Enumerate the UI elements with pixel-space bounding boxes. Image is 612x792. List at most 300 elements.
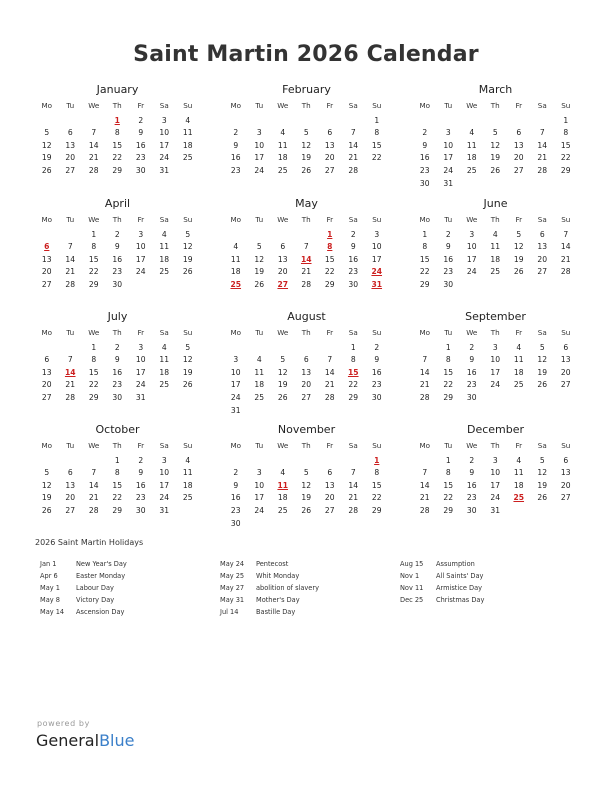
month-august <box>224 310 389 417</box>
day-cell: 19 <box>277 380 288 390</box>
day-cell: 4 <box>185 455 191 465</box>
day-cell: 6 <box>327 128 333 138</box>
day-cell: 21 <box>88 153 99 163</box>
day-cell: 4 <box>161 342 167 352</box>
day-cell: 8 <box>445 355 451 365</box>
day-cell: 28 <box>348 505 359 515</box>
day-cell: 23 <box>135 153 146 163</box>
brand-name-part1: General <box>36 731 100 750</box>
weekday-header: Th <box>112 441 122 450</box>
empty-cell <box>35 455 59 468</box>
month-days-grid <box>224 327 389 417</box>
day-cell: 12 <box>513 242 524 252</box>
day-cell: 17 <box>490 480 501 490</box>
empty-cell <box>59 229 83 242</box>
day-cell: 22 <box>88 267 99 277</box>
empty-cell <box>35 229 59 242</box>
weekday-header: Su <box>561 441 571 450</box>
day-cell: 18 <box>466 153 477 163</box>
day-cell: 23 <box>348 267 359 277</box>
holiday-date-label: Nov 1 <box>400 572 420 580</box>
day-cell: 18 <box>254 380 265 390</box>
holiday-name: All Saints' Day <box>436 572 484 580</box>
weekday-header: Sa <box>537 101 547 110</box>
day-cell: 6 <box>303 355 309 365</box>
empty-cell <box>460 115 484 128</box>
day-cell: 17 <box>443 153 454 163</box>
day-cell: 12 <box>490 140 501 150</box>
empty-cell <box>248 455 272 468</box>
day-cell: 3 <box>161 455 167 465</box>
day-cell: 14 <box>65 254 76 264</box>
holiday-date-label: May 1 <box>40 584 60 592</box>
day-cell: 22 <box>324 267 335 277</box>
day-cell: 1 <box>114 455 120 465</box>
day-cell: 30 <box>230 518 241 528</box>
weekday-header: Th <box>301 328 311 337</box>
weekday-header: Tu <box>66 328 75 337</box>
day-cell: 13 <box>41 367 52 377</box>
month-september <box>413 310 578 405</box>
empty-cell <box>271 342 295 355</box>
day-cell: 25 <box>277 165 288 175</box>
weekday-header: Sa <box>348 215 358 224</box>
weekday-header: Sa <box>537 215 547 224</box>
day-cell: 20 <box>324 153 335 163</box>
day-cell: 23 <box>230 165 241 175</box>
day-cell: 24 <box>159 493 170 503</box>
weekday-header: Su <box>561 215 571 224</box>
day-cell: 17 <box>466 254 477 264</box>
day-cell: 22 <box>443 380 454 390</box>
day-cell: 6 <box>67 128 73 138</box>
weekday-header: Su <box>372 215 382 224</box>
day-cell: 26 <box>254 279 265 289</box>
day-cell: 10 <box>466 242 477 252</box>
day-cell: 17 <box>371 254 382 264</box>
weekday-header: Su <box>183 328 193 337</box>
day-cell: 3 <box>256 468 262 478</box>
day-cell: 26 <box>301 505 312 515</box>
day-cell: 4 <box>469 128 475 138</box>
weekday-header: Tu <box>255 328 264 337</box>
day-cell: 13 <box>537 242 548 252</box>
day-cell: 4 <box>516 455 522 465</box>
day-cell: 21 <box>65 380 76 390</box>
day-cell: 3 <box>138 342 144 352</box>
holiday-name: Christmas Day <box>436 596 485 604</box>
month-name: August <box>287 310 326 323</box>
day-cell: 11 <box>182 128 193 138</box>
day-cell: 18 <box>182 480 193 490</box>
day-cell: 23 <box>230 505 241 515</box>
holiday-date: 25 <box>230 279 242 289</box>
holiday-date-label: Aug 15 <box>400 560 424 568</box>
holiday-name: Bastille Day <box>256 608 296 616</box>
day-cell: 17 <box>135 367 146 377</box>
day-cell: 20 <box>41 267 52 277</box>
month-name: November <box>277 423 336 436</box>
holiday-row <box>40 594 210 606</box>
holiday-date-label: May 25 <box>220 572 245 580</box>
empty-cell <box>318 455 342 468</box>
month-january <box>35 83 200 178</box>
day-cell: 13 <box>560 468 571 478</box>
day-cell: 27 <box>65 165 76 175</box>
day-cell: 19 <box>182 254 193 264</box>
holiday-row <box>220 570 390 582</box>
day-cell: 28 <box>65 279 76 289</box>
day-cell: 30 <box>112 279 123 289</box>
holiday-row <box>40 570 210 582</box>
month-days-grid <box>413 100 578 190</box>
day-cell: 16 <box>230 153 241 163</box>
day-cell: 2 <box>469 342 475 352</box>
month-days-grid <box>35 100 200 178</box>
day-cell: 13 <box>277 254 288 264</box>
day-cell: 20 <box>301 380 312 390</box>
day-cell: 25 <box>159 267 170 277</box>
month-name: April <box>104 197 131 210</box>
day-cell: 23 <box>112 267 123 277</box>
holiday-date-label: Dec 25 <box>400 596 424 604</box>
day-cell: 28 <box>419 505 430 515</box>
empty-cell <box>342 115 366 128</box>
day-cell: 16 <box>371 367 382 377</box>
day-cell: 26 <box>277 392 288 402</box>
holiday-name: Labour Day <box>76 584 114 592</box>
day-cell: 28 <box>88 505 99 515</box>
brand-name-part2: Blue <box>99 731 135 750</box>
month-name: October <box>95 423 140 436</box>
holiday-name: Easter Monday <box>76 572 126 580</box>
day-cell: 20 <box>65 153 76 163</box>
weekday-header: Sa <box>348 101 358 110</box>
day-cell: 5 <box>303 468 309 478</box>
holiday-date-label: Jul 14 <box>220 608 239 616</box>
day-cell: 30 <box>466 505 477 515</box>
day-cell: 10 <box>135 355 146 365</box>
day-cell: 20 <box>560 367 571 377</box>
day-cell: 27 <box>560 380 571 390</box>
day-cell: 18 <box>159 254 170 264</box>
holiday-name: Assumption <box>436 560 475 568</box>
day-cell: 7 <box>350 468 356 478</box>
holiday-date-label: May 24 <box>220 560 245 568</box>
weekday-header: Th <box>112 215 122 224</box>
day-cell: 13 <box>513 140 524 150</box>
day-cell: 19 <box>182 367 193 377</box>
weekday-header: Tu <box>66 101 75 110</box>
month-days-grid <box>35 214 200 292</box>
day-cell: 19 <box>537 367 548 377</box>
day-cell: 20 <box>513 153 524 163</box>
day-cell: 12 <box>537 468 548 478</box>
holiday-row <box>400 594 570 606</box>
month-may <box>224 197 389 292</box>
day-cell: 11 <box>513 355 524 365</box>
day-cell: 19 <box>301 153 312 163</box>
day-cell: 14 <box>348 480 359 490</box>
day-cell: 31 <box>159 505 170 515</box>
day-cell: 4 <box>256 355 262 365</box>
day-cell: 23 <box>112 380 123 390</box>
day-cell: 4 <box>185 115 191 125</box>
holiday-name: Armistice Day <box>436 584 483 592</box>
holiday-date-label: May 31 <box>220 596 245 604</box>
holiday-date: 31 <box>371 279 383 289</box>
weekday-header: We <box>88 328 100 337</box>
day-cell: 1 <box>563 115 569 125</box>
day-cell: 30 <box>371 392 382 402</box>
holiday-date: 25 <box>513 493 525 503</box>
day-cell: 24 <box>466 267 477 277</box>
day-cell: 15 <box>371 140 382 150</box>
day-cell: 29 <box>443 392 454 402</box>
weekday-header: Mo <box>419 101 431 110</box>
day-cell: 5 <box>256 242 262 252</box>
day-cell: 10 <box>490 355 501 365</box>
month-october <box>35 423 200 518</box>
day-cell: 15 <box>443 480 454 490</box>
day-cell: 3 <box>256 128 262 138</box>
day-cell: 5 <box>303 128 309 138</box>
day-cell: 10 <box>230 367 241 377</box>
day-cell: 12 <box>182 355 193 365</box>
day-cell: 5 <box>44 128 50 138</box>
day-cell: 28 <box>301 279 312 289</box>
day-cell: 12 <box>277 367 288 377</box>
empty-cell <box>82 455 106 468</box>
day-cell: 12 <box>41 480 52 490</box>
month-name: July <box>107 310 128 323</box>
day-cell: 27 <box>41 392 52 402</box>
holiday-date-label: May 27 <box>220 584 245 592</box>
day-cell: 6 <box>67 468 73 478</box>
day-cell: 4 <box>516 342 522 352</box>
day-cell: 29 <box>419 279 430 289</box>
weekday-header: Tu <box>255 101 264 110</box>
month-april <box>35 197 200 292</box>
day-cell: 22 <box>443 493 454 503</box>
day-cell: 4 <box>233 242 239 252</box>
day-cell: 5 <box>44 468 50 478</box>
day-cell: 26 <box>513 267 524 277</box>
weekday-header: We <box>277 328 289 337</box>
day-cell: 1 <box>350 342 356 352</box>
day-cell: 30 <box>443 279 454 289</box>
day-cell: 20 <box>324 493 335 503</box>
day-cell: 3 <box>445 128 451 138</box>
day-cell: 20 <box>65 493 76 503</box>
month-name: March <box>478 83 513 96</box>
weekday-header: Th <box>490 441 500 450</box>
day-cell: 17 <box>490 367 501 377</box>
weekday-header: Mo <box>41 215 53 224</box>
day-cell: 8 <box>114 128 120 138</box>
day-cell: 2 <box>114 342 120 352</box>
month-name: May <box>295 197 318 210</box>
day-cell: 5 <box>280 355 286 365</box>
holiday-date: 1 <box>327 229 333 239</box>
weekday-header: Sa <box>159 101 169 110</box>
day-cell: 14 <box>348 140 359 150</box>
day-cell: 13 <box>324 480 335 490</box>
month-days-grid <box>413 440 578 518</box>
month-days-grid <box>224 214 389 292</box>
empty-cell <box>318 115 342 128</box>
weekday-header: Th <box>112 328 122 337</box>
day-cell: 8 <box>114 468 120 478</box>
weekday-header: Mo <box>41 101 53 110</box>
day-cell: 8 <box>374 128 380 138</box>
day-cell: 14 <box>537 140 548 150</box>
day-cell: 16 <box>135 480 146 490</box>
day-cell: 16 <box>112 254 123 264</box>
month-name: January <box>96 83 139 96</box>
day-cell: 8 <box>445 468 451 478</box>
day-cell: 24 <box>490 493 501 503</box>
month-june <box>413 197 578 292</box>
weekday-header: Tu <box>444 101 453 110</box>
weekday-header: Mo <box>419 328 431 337</box>
holiday-name: Whit Monday <box>256 572 300 580</box>
day-cell: 21 <box>560 254 571 264</box>
day-cell: 17 <box>135 254 146 264</box>
holiday-date: 11 <box>277 480 289 490</box>
day-cell: 24 <box>135 380 146 390</box>
day-cell: 6 <box>563 455 569 465</box>
weekday-header: Fr <box>515 101 523 110</box>
day-cell: 24 <box>135 267 146 277</box>
day-cell: 29 <box>324 279 335 289</box>
day-cell: 30 <box>112 392 123 402</box>
empty-cell <box>35 115 59 128</box>
day-cell: 25 <box>490 267 501 277</box>
holiday-name: Mother's Day <box>256 596 300 604</box>
month-days-grid <box>35 327 200 405</box>
day-cell: 2 <box>233 128 239 138</box>
day-cell: 29 <box>112 165 123 175</box>
day-cell: 9 <box>233 140 239 150</box>
day-cell: 7 <box>563 229 569 239</box>
day-cell: 5 <box>539 455 545 465</box>
day-cell: 12 <box>301 480 312 490</box>
day-cell: 7 <box>327 355 333 365</box>
day-cell: 14 <box>419 480 430 490</box>
weekday-header: Tu <box>444 441 453 450</box>
day-cell: 13 <box>65 480 76 490</box>
holiday-date-label: May 14 <box>40 608 65 616</box>
day-cell: 10 <box>254 140 265 150</box>
day-cell: 20 <box>277 267 288 277</box>
day-cell: 29 <box>112 505 123 515</box>
day-cell: 7 <box>91 468 97 478</box>
weekday-header: Sa <box>348 441 358 450</box>
day-cell: 23 <box>419 165 430 175</box>
empty-cell <box>59 115 83 128</box>
day-cell: 5 <box>185 342 191 352</box>
month-days-grid <box>224 100 389 178</box>
month-name: September <box>465 310 526 323</box>
day-cell: 21 <box>419 493 430 503</box>
weekday-header: Sa <box>159 215 169 224</box>
day-cell: 8 <box>563 128 569 138</box>
holiday-date-label: Jan 1 <box>40 560 57 568</box>
day-cell: 20 <box>537 254 548 264</box>
day-cell: 26 <box>301 165 312 175</box>
day-cell: 26 <box>537 493 548 503</box>
empty-cell <box>413 115 437 128</box>
empty-cell <box>248 342 272 355</box>
holiday-date: 14 <box>300 254 312 264</box>
holiday-date: 27 <box>277 279 289 289</box>
day-cell: 7 <box>539 128 545 138</box>
day-cell: 15 <box>88 367 99 377</box>
weekday-header: Fr <box>326 328 334 337</box>
day-cell: 22 <box>371 153 382 163</box>
day-cell: 31 <box>443 178 454 188</box>
weekday-header: Th <box>490 101 500 110</box>
empty-cell <box>413 342 437 355</box>
day-cell: 10 <box>254 480 265 490</box>
day-cell: 19 <box>513 254 524 264</box>
day-cell: 3 <box>161 115 167 125</box>
empty-cell <box>484 115 508 128</box>
weekday-header: Su <box>183 441 193 450</box>
holidays-title: 2026 Saint Martin Holidays <box>35 538 144 547</box>
weekday-header: Fr <box>515 441 523 450</box>
brand-logo[interactable] <box>36 731 134 750</box>
day-cell: 27 <box>560 493 571 503</box>
empty-cell <box>271 115 295 128</box>
day-cell: 21 <box>88 493 99 503</box>
day-cell: 16 <box>348 254 359 264</box>
day-cell: 25 <box>182 153 193 163</box>
day-cell: 12 <box>301 140 312 150</box>
day-cell: 21 <box>348 493 359 503</box>
page-title: Saint Martin 2026 Calendar <box>133 42 479 67</box>
powered-by-text: powered by <box>37 719 90 728</box>
day-cell: 19 <box>490 153 501 163</box>
day-cell: 13 <box>324 140 335 150</box>
weekday-header: Fr <box>515 215 523 224</box>
empty-cell <box>295 229 319 242</box>
weekday-header: Th <box>490 328 500 337</box>
weekday-header: We <box>88 441 100 450</box>
empty-cell <box>342 455 366 468</box>
day-cell: 9 <box>374 355 380 365</box>
day-cell: 29 <box>348 392 359 402</box>
day-cell: 16 <box>230 493 241 503</box>
day-cell: 29 <box>88 392 99 402</box>
holiday-date-label: Apr 6 <box>40 572 58 580</box>
day-cell: 22 <box>371 493 382 503</box>
weekday-header: Sa <box>537 441 547 450</box>
day-cell: 4 <box>280 128 286 138</box>
day-cell: 5 <box>185 229 191 239</box>
empty-cell <box>224 115 248 128</box>
day-cell: 25 <box>159 380 170 390</box>
day-cell: 9 <box>469 468 475 478</box>
day-cell: 22 <box>560 153 571 163</box>
day-cell: 22 <box>348 380 359 390</box>
day-cell: 18 <box>490 254 501 264</box>
holiday-row <box>40 558 210 570</box>
day-cell: 11 <box>277 140 288 150</box>
day-cell: 25 <box>513 380 524 390</box>
day-cell: 12 <box>41 140 52 150</box>
